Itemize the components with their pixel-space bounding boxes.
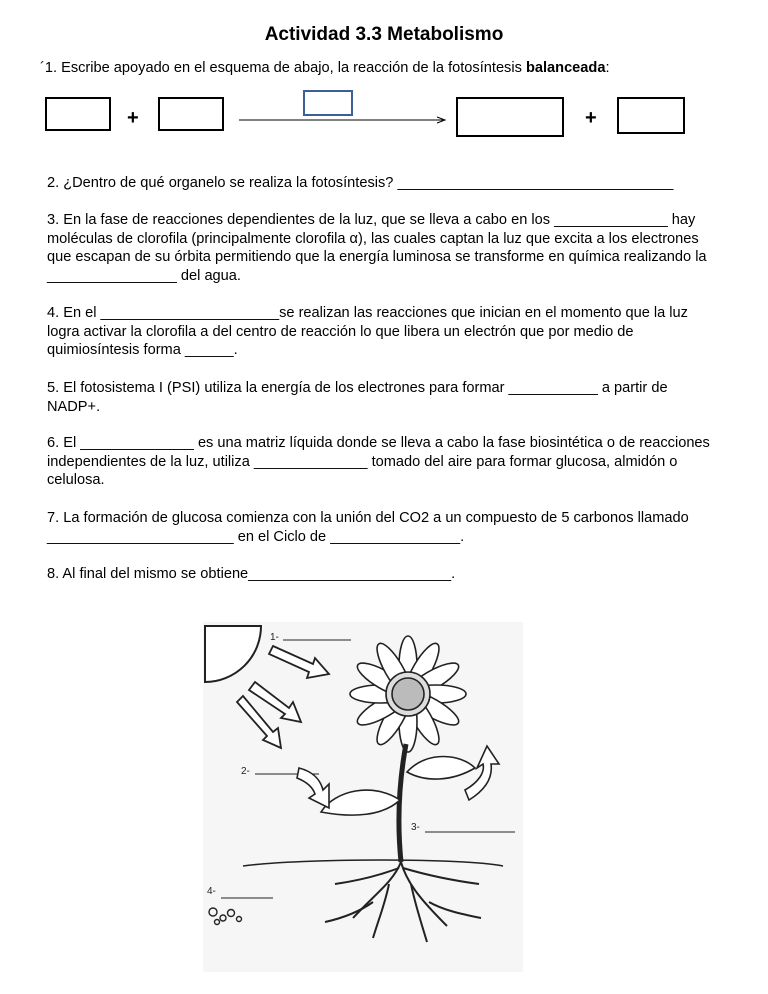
diagram-label-1: 1- [270,632,279,643]
question-1-suffix: : [605,60,610,76]
diagram-label-2: 2- [241,766,250,777]
question-4: 4. En el ______________________se realizan las reacciones que inician en el momento que la luz logra activar la clorofila a del centro de reacción lo que libera un electrón que por medio de quimiosíntesis forma ______. [47,305,688,358]
question-6: 6. El ______________ es una matriz líquida donde se lleva a cabo la fase biosintética o de reacciones independientes de la luz, utiliza ______________ tomado del aire para formar glucosa, almidón o celulosa. [47,435,710,488]
question-8: 8. Al final del mismo se obtiene_________________________. [47,566,456,582]
question-2: 2. ¿Dentro de qué organelo se realiza la fotosíntesis? __________________________________ [47,175,674,191]
reactant-box-1[interactable] [45,97,111,131]
photosynthesis-diagram [203,622,523,972]
product-box-1[interactable] [456,97,564,137]
plus-sign-2: + [585,107,597,129]
page-title: Actividad 3.3 Metabolismo [264,24,504,45]
reactant-box-2[interactable] [158,97,224,131]
product-box-2[interactable] [617,97,685,134]
question-1-bold: balanceada [525,60,606,76]
diagram-label-3: 3- [411,822,420,833]
question-1-text: ´1. Escribe apoyado en el esquema de abajo, la reacción de la fotosíntesis [40,60,526,76]
question-7: 7. La formación de glucosa comienza con la unión del CO2 a un compuesto de 5 carbonos llamado _______________________ en el Ciclo de ________________. [47,510,689,545]
plus-sign-1: + [127,107,139,129]
diagram-label-4: 4- [207,886,216,897]
question-5: 5. El fotosistema I (PSI) utiliza la energía de los electrones para formar ___________ a partir de NADP+. [47,380,668,415]
reaction-arrow [239,112,449,124]
question-1 [40,59,715,78]
question-3: 3. En la fase de reacciones dependientes de la luz, que se lleva a cabo en los ______________ hay moléculas de clorofila (principalmente clorofila α), las cuales captan la luz que excita a los electrones que escapan de su órbita permitiendo que la energía luminosa se transforme en química realizando la ________________ del agua. [47,212,707,284]
